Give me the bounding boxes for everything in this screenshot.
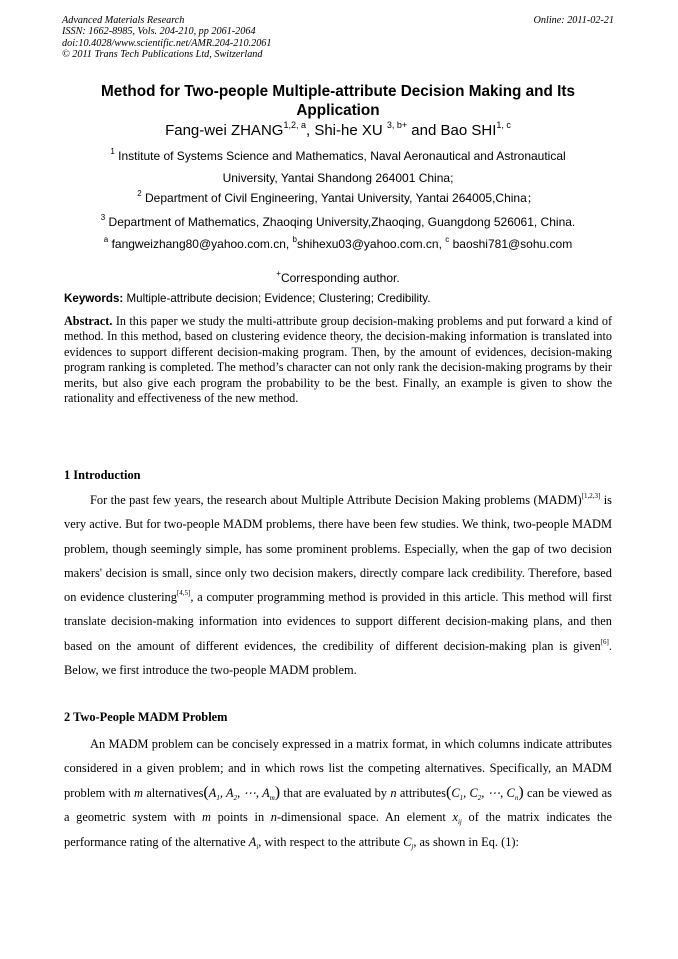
math-element: $x_{ij}$ <box>452 810 462 827</box>
author-name: Bao SHI <box>440 122 497 139</box>
abstract-label: Abstract. <box>64 314 113 328</box>
citation[interactable]: [4,5] <box>176 589 191 598</box>
author-affiliation-mark: 3, b+ <box>386 120 408 130</box>
author-name: Shi-he XU <box>314 122 387 139</box>
section-heading-two-people-madm: 2 Two-People MADM Problem <box>64 710 228 724</box>
abstract-text: In this paper we study the multi-attribute group decision-making problems and put forward a kind of method. In this method, based on clustering evidence theory, the decision-making information is translated into evidences to support different decision-making program. Then, by the amount of evidences, decision-making program ranking is completed. The method’s character can not only rank the decision-making programs by their merits, but also give each program the probability to be the best. Finally, an example is given to show the rationality and effectiveness of the new method. <box>64 314 613 406</box>
affiliation-2: $^2$ Department of Civil Engineering, Yantai University, Yantai 264005,China； <box>137 189 539 205</box>
section-heading-introduction: 1 Introduction <box>64 468 141 482</box>
email-link[interactable]: fangweizhang80@yahoo.com.cn, <box>111 237 293 251</box>
journal-issn: ISSN: 1662-8985, Vols. 204-210, pp 2061-2064 <box>62 26 256 38</box>
affiliation-1: $^1$ Institute of Systems Science and Mathematics, Naval Aeronautical and Astronautical University, Yantai Shandong 264001 China; <box>110 147 566 185</box>
journal-name: Advanced Materials Research <box>62 15 185 26</box>
affiliation-3: $^3$ Department of Mathematics, Zhaoqing University,Zhaoqing, Guangdong 526061, China. <box>100 213 576 229</box>
keywords-text: Multiple-attribute decision; Evidence; Clustering; Credibility. <box>126 292 431 305</box>
corresponding-author-note: +Corresponding author. <box>276 269 400 285</box>
keywords-label: Keywords: <box>64 292 124 305</box>
author-separator: , <box>305 122 315 139</box>
author-name: Fang-wei ZHANG <box>165 122 284 139</box>
journal-header <box>62 15 614 61</box>
math-alternatives: $A_1$, $A_2$, ⋯, $A_m$ <box>208 785 275 802</box>
author-separator: and <box>407 122 441 139</box>
journal-doi: doi:10.4028/www.scientific.net/AMR.204-210.2061 <box>62 37 272 49</box>
author-affiliation-mark: 1,2, a <box>283 120 306 130</box>
author-list <box>64 121 612 141</box>
alternatives-set: ( <box>203 783 209 801</box>
citation[interactable]: [1,2,3] <box>581 492 601 500</box>
math-attribute-j: $C_j$ <box>403 834 414 851</box>
journal-copyright: © 2011 Trans Tech Publications Ltd, Switzerland <box>62 49 263 61</box>
author-emails: $^a$ fangweizhang80@yahoo.com.cn, $^b$shihexu03@yahoo.com.cn, $^c$ baoshi781@sohu.com <box>103 235 573 251</box>
math-alternative-i: $A_i$ <box>248 834 259 851</box>
introduction-paragraph: For the past few years, the research about Multiple Attribute Decision Making problems (MADM)[1,2,3] is very active. But for two-people MADM problems, there have been few studies. We think, two-people MADM problem, though seemingly simple, has some prominent problems. Especially, when the gap of two decision makers' decision is small, since only two decision makers, directly compare lack credibility. Therefore, based on evidence clustering[4,5], a computer programming method is provided in this article. This method will first translate decision-making information into evidences to support different decision-making plans, and then based on the amount of different evidences, the credibility of different decision-making plan is given[6]. Below, we first introduce the two-people MADM problem. <box>64 492 612 678</box>
online-date: Online: 2011-02-21 <box>533 15 614 26</box>
citation[interactable]: [6] <box>600 637 609 646</box>
email-link[interactable]: shihexu03@yahoo.com.cn, <box>297 237 446 251</box>
madm-paragraph: An MADM problem can be concisely expressed in a matrix format, in which columns indicate attributes considered in a given problem; and in which rows list the competing alternatives. Specifically, an MADM problem with m $alternatives(A_1$, $A_2$, ⋯, $A_m$) that are evaluated by n $attributes(C_1$, $C_2$, ⋯, $C_n$) can be viewed as a geometric system with m points in n-dimensional space. An element $x_{ij}$ of the matrix indicates the performance rating of the alternative $A_i$, with respect to the attribute $C_j$, as shown in Eq. (1): <box>64 737 612 851</box>
abstract <box>64 314 612 406</box>
paper-title: Method for Two-people Multiple-attribute Decision Making and Its Application <box>101 83 575 119</box>
author-affiliation-mark: 1, c <box>496 120 511 130</box>
email-link[interactable]: baoshi781@sohu.com <box>452 237 573 251</box>
math-attributes: $C_1$, $C_2$, ⋯, $C_n$ <box>451 785 519 802</box>
keywords <box>64 291 612 306</box>
attributes-set: ( <box>446 783 452 801</box>
